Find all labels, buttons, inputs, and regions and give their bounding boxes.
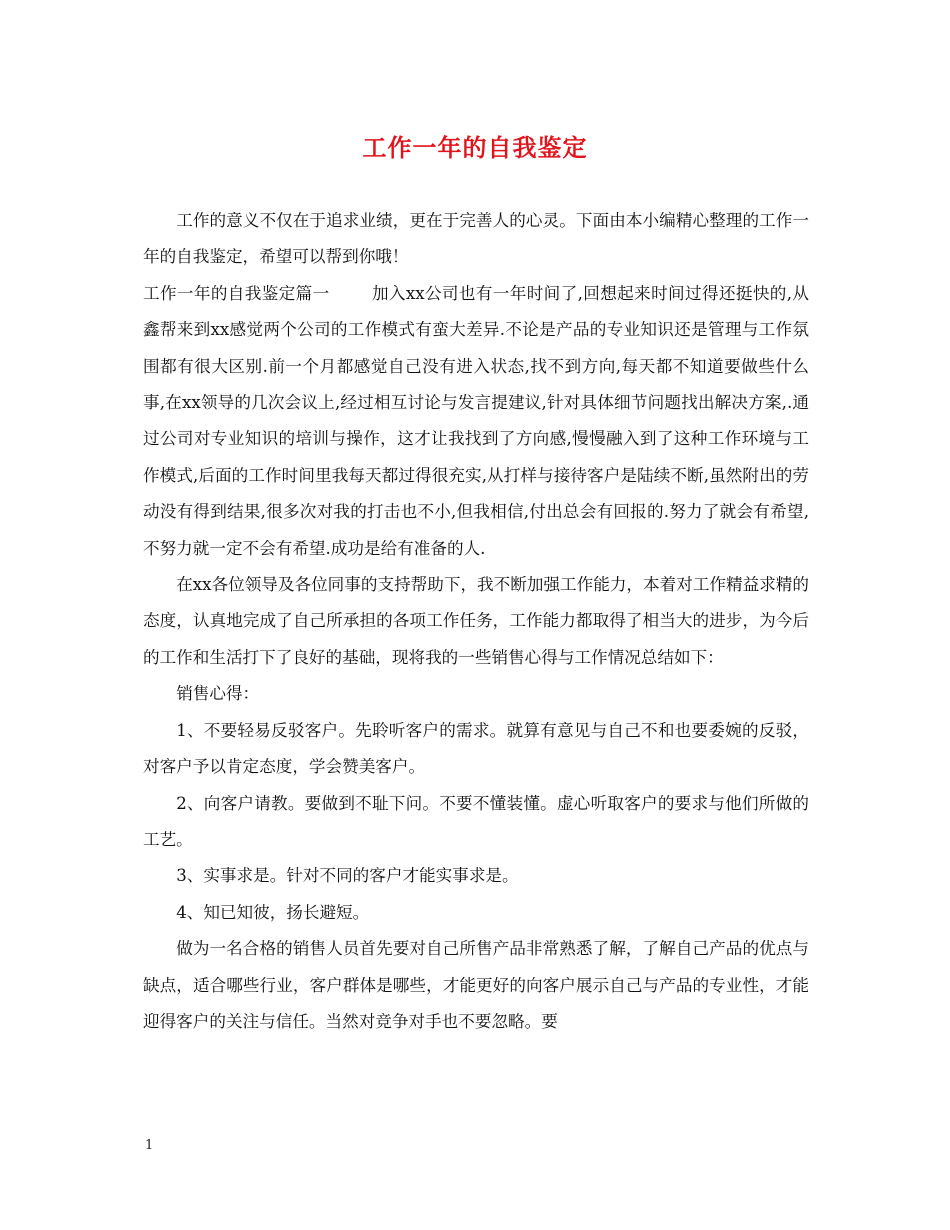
support-paragraph: 在xx各位领导及各位同事的支持帮助下，我不断加强工作能力，本着对工作精益求精的态度，认真地完成了自己所承担的各项工作任务，工作能力都取得了相当大的进步，为今后的工作和生活打下了良好的基础，现将我的一些销售心得与工作情况总结如下： (143, 575, 809, 667)
document-title: 工作一年的自我鉴定 (362, 134, 588, 162)
sales-point-3: 3、实事求是。针对不同的客户才能实事求是。 (176, 866, 519, 886)
sales-point-2: 2、向客户请教。要做到不耻下问。不要不懂装懂。虚心听取客户的要求与他们所做的工艺。 (143, 793, 809, 849)
sales-point-1: 1、不要轻易反驳客户。先聆听客户的需求。就算有意见与自己不和也要委婉的反驳，对客户予以肯定态度，学会赞美客户。 (143, 720, 809, 777)
sales-heading: 销售心得： (176, 684, 260, 704)
section-heading: 工作一年的自我鉴定篇一 (143, 283, 330, 303)
section-heading-paragraph (143, 276, 809, 567)
intro-paragraph: 工作的意义不仅在于追求业绩，更在于完善人的心灵。下面由本小编精心整理的工作一年的自我鉴定，希望可以帮到你哦！ (143, 211, 809, 267)
page-number: 1 (145, 1138, 154, 1153)
closing-paragraph: 做为一名合格的销售人员首先要对自己所售产品非常熟悉了解，了解自己产品的优点与缺点，适合哪些行业，客户群体是哪些，才能更好的向客户展示自己与产品的专业性，才能迎得客户的关注与信任。当然对竞争对手也不要忽略。要 (143, 939, 809, 1031)
section-one-text: 加入xx公司也有一年时间了,回想起来时间过得还挺快的,从鑫帮来到xx感觉两个公司的工作模式有蛮大差异.不论是产品的专业知识还是管理与工作氛围都有很大区别.前一个月都感觉自己没有进入状态,找不到方向,每天都不知道要做些什么事,在xx领导的几次会议上,经过相互讨论与发言提建议,针对具体细节问题找出解决方案,.通过公司对专业知识的培训与操作，这才让我找到了方向感,慢慢融入到了这种工作环境与工作模式,后面的工作时间里我每天都过得很充实,从打样与接待客户是陆续不断,虽然附出的劳动没有得到结果,很多次对我的打击也不小,但我相信,付出总会有回报的.努力了就会有希望,不努力就一定不会有希望.成功是给有准备的人. (143, 283, 810, 558)
sales-point-4: 4、知已知彼，扬长避短。 (176, 902, 370, 922)
document-body (143, 203, 809, 1040)
